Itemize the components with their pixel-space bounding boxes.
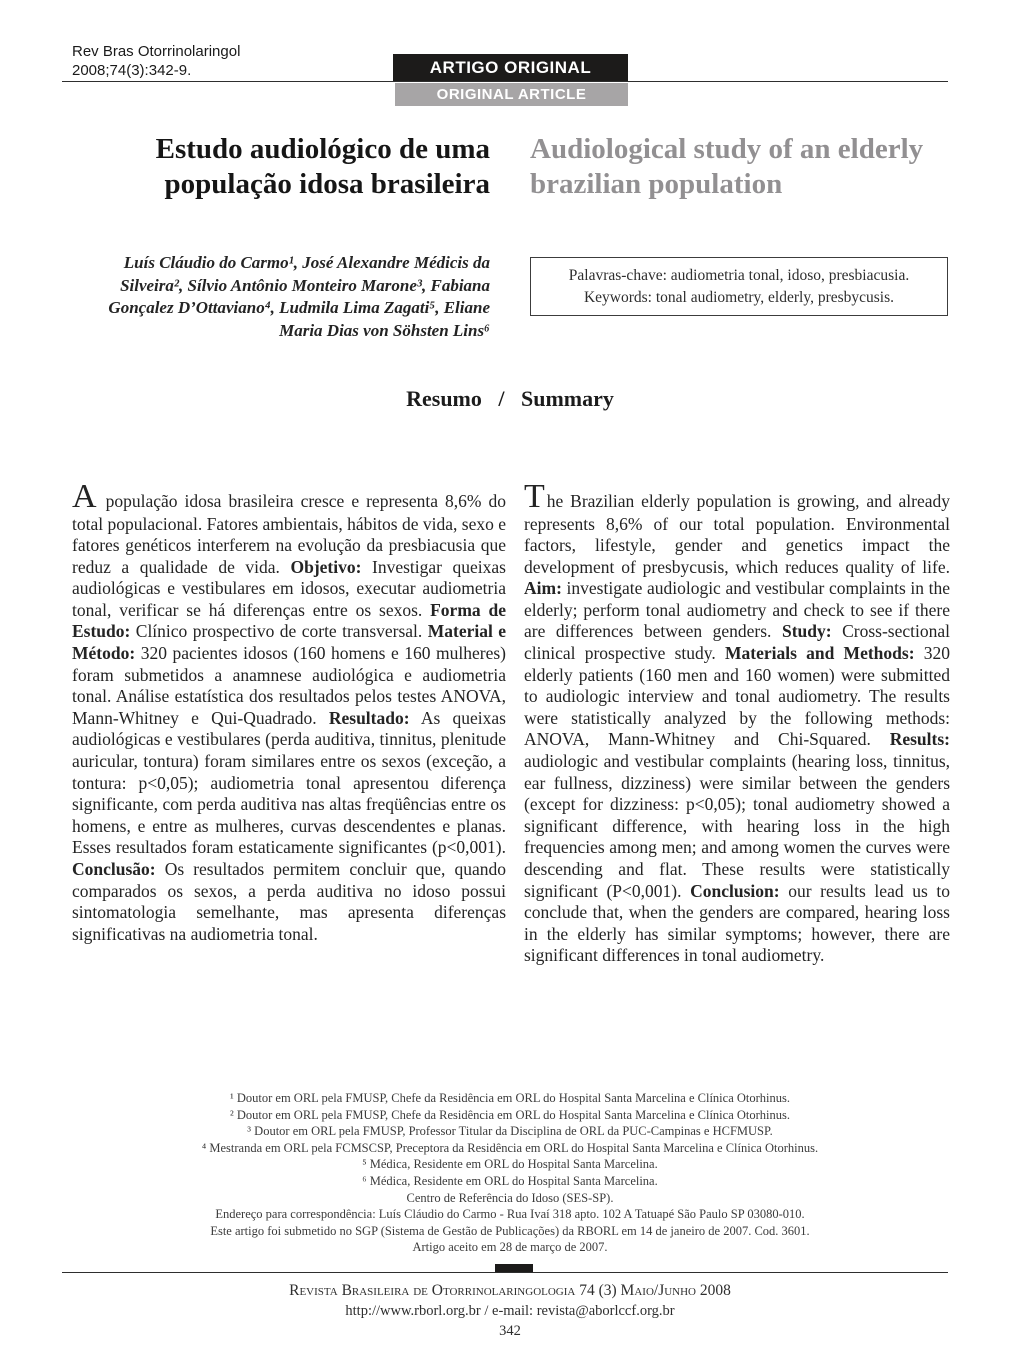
abstract-section-label: Resultado: (328, 707, 410, 728)
abstract-pt-text (72, 491, 506, 944)
abstract-text: As queixas audiológicas e vestibulares (perda auditiva, tinnitus, plenitude auricular, tontura) foram similares entre os sexos (exceção, a tontura: p<0,05); audiometria tonal apresentou diferença significante, com perda auditiva nas altas freqüências entre os homens, e entre as mulheres, curvas descendentes e planas. Esses resultados foram estaticamente significantes (p<0,001). (72, 707, 506, 858)
footnote-line: ⁶ Médica, Residente em ORL do Hospital Santa Marcelina. (362, 1173, 658, 1188)
footnote-line: ² Doutor em ORL pela FMUSP, Chefe da Residência em ORL do Hospital Santa Marcelina e Clínica Otorhinus. (229, 1107, 790, 1122)
abstract-section-label: Study: (781, 621, 832, 642)
keywords-en: Keywords: tonal audiometry, elderly, presbycusis. (583, 288, 895, 306)
footnote-line: Centro de Referência do Idoso (SES-SP). (406, 1190, 614, 1205)
journal-name: Rev Bras Otorrinolaringol (72, 43, 241, 60)
footnote-line: Artigo aceito em 28 de março de 2007. (412, 1240, 608, 1255)
abstract-text: audiologic and vestibular complaints (hearing loss, tinnitus, ear fullness, dizziness) were similar between the genders (except for dizziness: p<0,05); tonal audiometry showed a significant difference, with hearing loss in the high frequencies among men; and among women the curves were descending and flat. These results were statistically significant (P<0,001). (524, 751, 950, 901)
footnote-line: ⁴ Mestranda em ORL pela FCMSCSP, Preceptora da Residência em ORL do Hospital Santa Marcelina e Clínica Otorhinus. (201, 1140, 819, 1155)
footer-journal-line: Revista Brasileira de Otorrinolaringologia 74 (3) Maio/Junho 2008 (289, 1282, 731, 1299)
abstract-text: Cross-sectional clinical prospective study. (524, 621, 950, 664)
article-type-badge-pt: ARTIGO ORIGINAL (393, 54, 628, 81)
dropcap-en: T (524, 477, 545, 515)
footnote-line: Endereço para correspondência: Luís Cláudio do Carmo - Rua Ivaí 318 apto. 102 A Tatuapé São Paulo SP 03080-010. (215, 1207, 805, 1222)
keywords-pt: Palavras-chave: audiometria tonal, idoso, presbiacusia. (568, 267, 910, 284)
footnote-line: Este artigo foi submetido no SGP (Sistema de Gestão de Publicações) da RBORL em 14 de janeiro de 2007. Cod. 3601. (210, 1223, 810, 1238)
abstract-text: Investigar queixas audiológicas e vestibulares em idosos, executar audiometria tonal, verificar se há diferenças entre os sexos. (72, 556, 506, 620)
keywords-box (530, 257, 948, 316)
footnote-line: ¹ Doutor em ORL pela FMUSP, Chefe da Residência em ORL do Hospital Santa Marcelina e Clínica Otorhinus. (229, 1091, 790, 1105)
page-number: 342 (499, 1323, 521, 1339)
abstract-text: he Brazilian elderly population is growing, and already represents 8,6% of our total population. Environmental factors, lifestyle, gender and genetics impact the development of presbycusis, which reduces quality of life. (524, 490, 950, 577)
abstract-section-label: Results: (889, 729, 950, 750)
abstract-section-label: Forma de Estudo: (72, 599, 506, 642)
footer-rule (62, 1272, 948, 1273)
footnote-line: ⁵ Médica, Residente em ORL do Hospital Santa Marcelina. (362, 1157, 658, 1172)
abstract-heading: Resumo / Summary (406, 386, 614, 411)
footer (0, 1280, 1020, 1341)
abstract-section-label: Conclusão: (72, 859, 156, 879)
abstract-text: Os resultados permitem concluir que, quando comparados os sexos, a perda auditiva no idoso possui sintomatologia semelhante, mas apresenta diferenças significativas na audiometria tonal. (72, 859, 506, 944)
journal-citation: 2008;74(3):342-9. (72, 62, 192, 79)
abstract-pt (72, 477, 507, 946)
article-title-pt: Estudo audiológico de uma população idosa brasileira (155, 133, 490, 201)
header-rule (62, 81, 948, 82)
abstract-en-text (524, 491, 950, 966)
abstract-section-label: Material e Método: (72, 621, 507, 664)
abstract-text: our results lead us to conclude that, when the genders are compared, hearing loss in the elderly has similar symptoms; however, there are significant differences in tonal audiometry. (524, 880, 950, 966)
abstract-text: 320 elderly patients (160 men and 160 women) were submitted to audiologic interview and tonal audiometry. The results were statistically analyzed by the following methods: ANOVA, Mann-Whitney and Chi-Squared. (524, 643, 950, 750)
footnotes-block (72, 1090, 948, 1256)
dropcap-pt: A (72, 477, 97, 515)
footnote-line: ³ Doutor em ORL pela FMUSP, Professor Titular da Disciplina de ORL da PUC-Campinas e HCFMUSP. (247, 1124, 773, 1139)
abstract-section-label: Objetivo: (290, 556, 362, 577)
abstract-en (524, 477, 950, 967)
authors-list: Luís Cláudio do Carmo¹, José Alexandre Médicis da Silveira², Sílvio Antônio Monteiro Marone³, Fabiana Gonçalez D’Ottaviano⁴, Ludmila Lima Zagati⁵, Eliane Maria Dias von Söhsten Lins⁶ (108, 253, 490, 340)
article-title-en: Audiological study of an elderly brazilian population (530, 133, 924, 201)
article-type-badge-en: ORIGINAL ARTICLE (395, 83, 628, 106)
abstract-text: 320 pacientes idosos (160 homens e 160 mulheres) foram submetidos a anamnese audiológica e audiometria tonal. Análise estatística dos resultados pelos testes ANOVA, Mann-Whitney e Qui-Quadrado. (72, 643, 506, 728)
abstract-text: população idosa brasileira cresce e representa 8,6% do total populacional. Fatores ambientais, hábitos de vida, sexo e fatores genéticos interferem na evolução da presbiacusia que reduz a qualidade de vida. (72, 490, 506, 577)
abstract-text: investigate audiologic and vestibular complaints in the elderly; perform tonal audiometry and check to see if there are differences between genders. (524, 578, 950, 642)
abstract-section-label: Aim: (524, 578, 562, 599)
journal-reference (72, 42, 240, 80)
abstract-section-label: Materials and Methods: (724, 643, 915, 664)
footer-contact-line: http://www.rborl.org.br / e-mail: revista@aborlccf.org.br (345, 1303, 675, 1319)
abstract-section-label: Conclusion: (690, 880, 780, 901)
abstract-text: Clínico prospectivo de corte transversal. (130, 621, 428, 642)
